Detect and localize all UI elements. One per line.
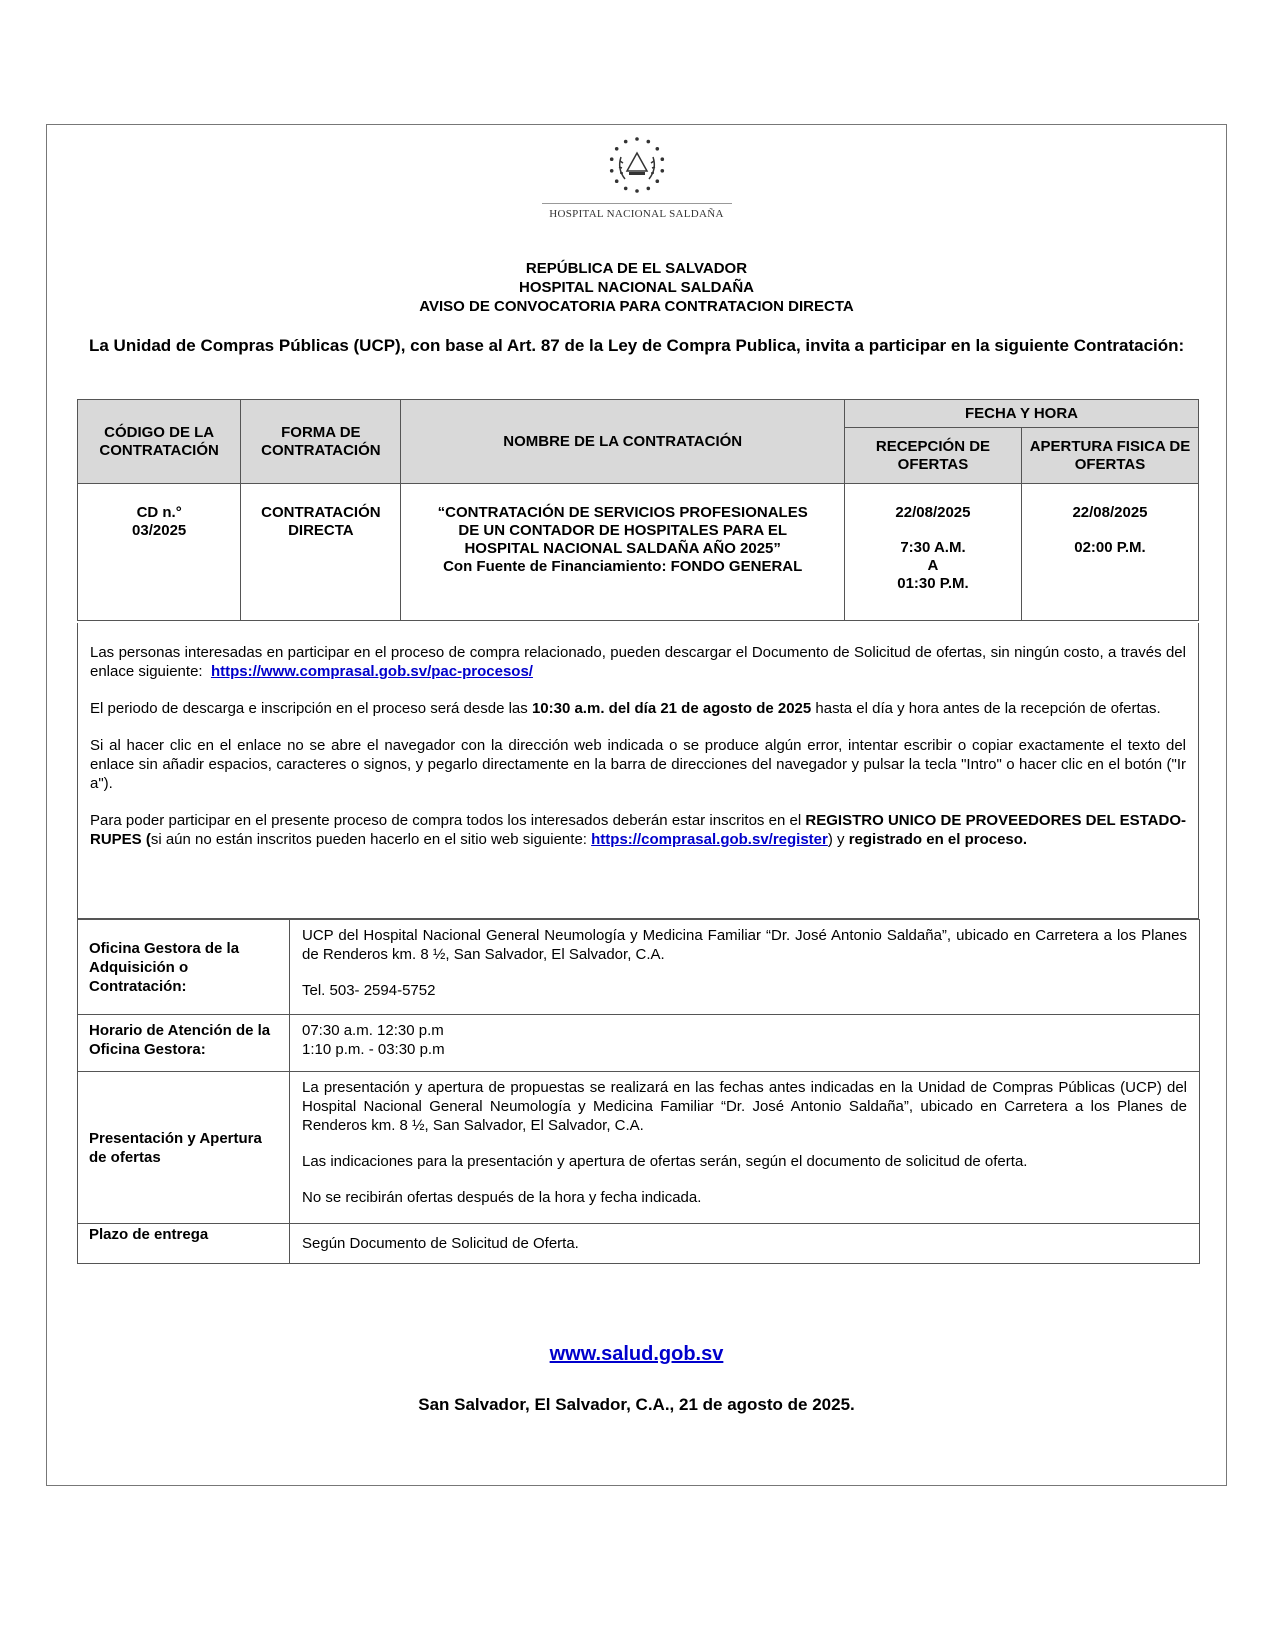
heading-hospital: HOSPITAL NACIONAL SALDAÑA [518,279,754,296]
plazo-label: Plazo de entrega [78,1224,290,1264]
recepcion-time-end: 01:30 P.M. [897,575,969,592]
header-recepcion: RECEPCIÓN DE OFERTAS [844,428,1021,484]
footer-place-date: San Salvador, El Salvador, C.A., 21 de agosto de 2025. [418,1395,855,1414]
period-paragraph: El periodo de descarga e inscripción en el proceso será desde las 10:30 a.m. del día 21 de agosto de 2025 hasta el día y hora antes de la recepción de ofertas. [90,700,1161,717]
oficina-address: UCP del Hospital Nacional General Neumología y Medicina Familiar “Dr. José Antonio Saldaña”, ubicado en Carretera a los Planes de Renderos km. 8 ½, San Salvador, El Salvador, C.A. [302,927,1187,963]
el-salvador-seal-icon [607,135,667,195]
presentacion-paragraph: No se recibirán ofertas después de la hora y fecha indicada. [302,1189,702,1206]
table-row [78,920,1200,1015]
presentacion-label: Presentación y Apertura de ofertas [78,1072,290,1224]
heading-country: REPÚBLICA DE EL SALVADOR [525,260,748,277]
seal-star [609,169,613,173]
seal-star [614,179,618,183]
procurement-table [77,399,1199,621]
help-paragraph: Si al hacer clic en el enlace no se abre el navegador con la dirección web indicada o se produce algún error, intentar escribir o copiar exactamente el texto del enlace sin añadir espacios, caracteres o signos, y pegarlo directamente en la barra de direcciones del navegador y pulsar la tecla "Intro" o hacer clic en el botón ("Ir a"). [90,737,1186,792]
seal-star [635,137,639,141]
website-link[interactable]: www.salud.gob.sv [549,1343,724,1365]
horario-morning: 07:30 a.m. 12:30 p.m [302,1022,444,1039]
download-link[interactable]: https://www.comprasal.gob.sv/pac-procesos/ [210,663,533,680]
seal-star [655,179,659,183]
hospital-logo [47,135,1226,220]
financing-source: Con Fuente de Financiamiento: FONDO GENERAL [443,558,803,575]
codigo-line: CD n.° [136,504,182,521]
cell-forma [241,484,401,621]
cell-recepcion [844,484,1021,621]
header-forma: FORMA DE CONTRATACIÓN [241,400,401,484]
header-codigo: CÓDIGO DE LA CONTRATACIÓN [78,400,241,484]
header-fecha-hora: FECHA Y HORA [844,400,1198,428]
codigo-number: 03/2025 [132,522,187,539]
logo-divider [542,203,732,204]
nombre-line: “CONTRATACIÓN DE SERVICIOS PROFESIONALES [437,504,808,521]
oficina-label: Oficina Gestora de la Adquisición o Contratación: [78,920,290,1015]
cell-apertura [1021,484,1198,621]
presentacion-paragraph: La presentación y apertura de propuestas se realizará en las fechas antes indicadas en la Unidad de Compras Públicas (UCP) del Hospital Nacional General Neumología y Medicina Familiar “Dr. José Antonio Saldaña”, ubicado en Carretera a los Planes de Renderos km. 8 ½, San Salvador, El Salvador, C.A. [302,1079,1187,1134]
footer-website [47,1343,1226,1366]
presentacion-value [290,1072,1200,1224]
cell-codigo [78,484,241,621]
seal-star [646,140,650,144]
apertura-date: 22/08/2025 [1072,504,1148,521]
forma-line: DIRECTA [288,522,354,539]
oficina-phone: Tel. 503- 2594-5752 [302,982,436,999]
seal-star [660,169,664,173]
nombre-line: HOSPITAL NACIONAL SALDAÑA AÑO 2025” [464,540,781,557]
seal-star [655,147,659,151]
document-heading [47,259,1226,316]
seal-star [623,140,627,144]
presentacion-paragraph: Las indicaciones para la presentación y apertura de ofertas serán, según el documento de solicitud de oferta. [302,1153,1028,1170]
table-row [78,1224,1200,1264]
recepcion-date: 22/08/2025 [895,504,971,521]
recepcion-time-sep: A [927,557,939,574]
cell-nombre [401,484,845,621]
download-paragraph: Las personas interesadas en participar en el proceso de compra relacionado, pueden descargar el Documento de Solicitud de ofertas, sin ningún costo, a través del enlace siguiente: https://www.comprasal.gob.sv/pac-procesos/ [90,644,1186,680]
seal-star [614,147,618,151]
heading-notice-title: AVISO DE CONVOCATORIA PARA CONTRATACION DIRECTA [419,298,854,315]
nombre-line: DE UN CONTADOR DE HOSPITALES PARA EL [458,522,787,539]
seal-star [646,187,650,191]
table-row [78,1015,1200,1072]
header-apertura: APERTURA FISICA DE OFERTAS [1021,428,1198,484]
rupes-paragraph: Para poder participar en el presente proceso de compra todos los interesados deberán estar inscritos en el REGISTRO UNICO DE PROVEEDORES DEL ESTADO-RUPES (si aún no están inscritos pueden hacerlo en el sitio web siguiente: https://comprasal.gob.sv/register) y registrado en el proceso. [90,812,1186,848]
horario-value [290,1015,1200,1072]
horario-afternoon: 1:10 p.m. - 03:30 p.m [302,1041,445,1058]
seal-star [623,187,627,191]
recepcion-time-start: 7:30 A.M. [900,539,966,556]
seal-star [635,189,639,193]
logo-institution-name: HOSPITAL NACIONAL SALDAÑA [549,208,724,220]
document-frame [46,124,1227,1486]
table-row [78,484,1199,621]
plazo-value: Según Documento de Solicitud de Oferta. [290,1224,1200,1264]
info-box [77,623,1199,919]
forma-line: CONTRATACIÓN [261,504,381,521]
oficina-value [290,920,1200,1015]
intro-paragraph: La Unidad de Compras Públicas (UCP), con base al Art. 87 de la Ley de Compra Publica, invita a participar en la siguiente Contratación: [89,336,1185,355]
header-nombre: NOMBRE DE LA CONTRATACIÓN [401,400,845,484]
seal-star [609,157,613,161]
details-table [77,919,1200,1264]
table-row [78,1072,1200,1224]
apertura-time: 02:00 P.M. [1074,539,1146,556]
register-link[interactable]: https://comprasal.gob.sv/register [591,831,828,848]
horario-label: Horario de Atención de la Oficina Gestora: [78,1015,290,1072]
seal-star [660,157,664,161]
